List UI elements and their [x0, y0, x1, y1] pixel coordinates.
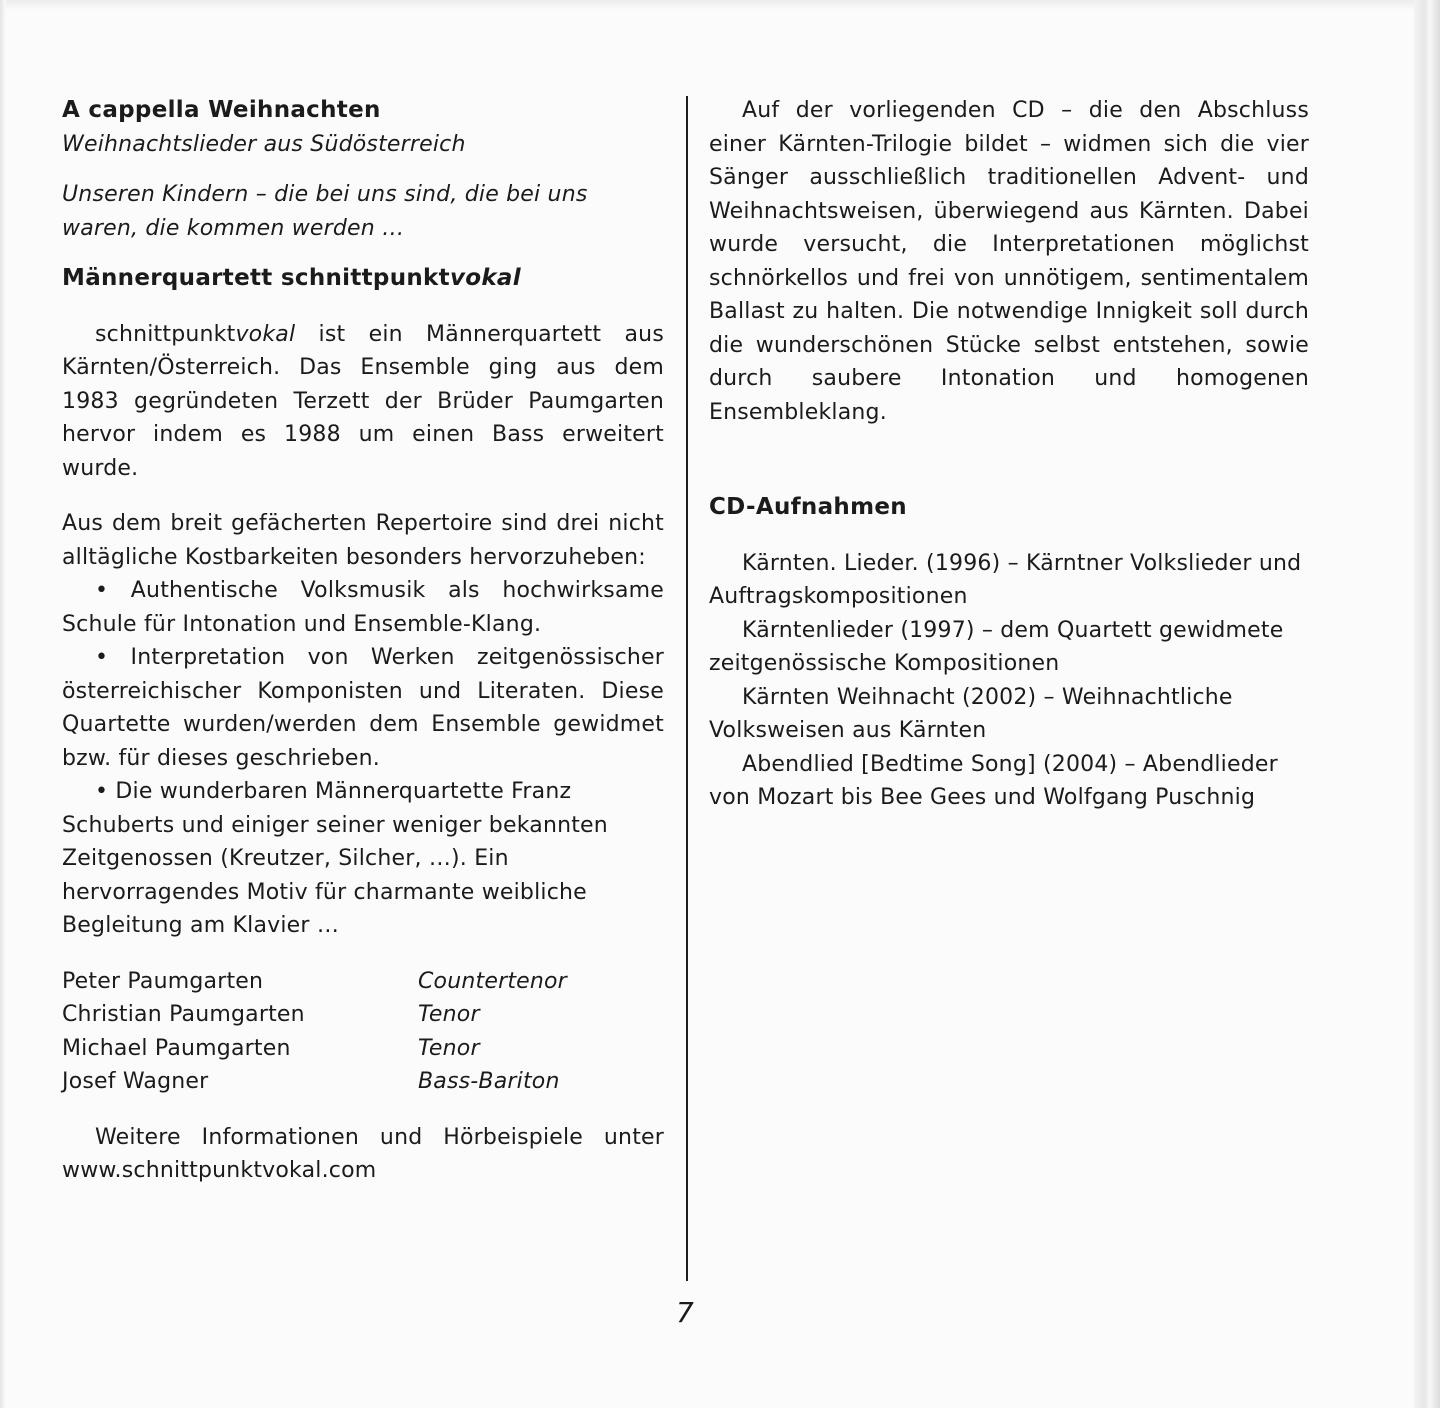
members-list — [62, 965, 664, 1099]
member-row — [62, 1065, 664, 1099]
ensemble-heading-italic: vokal — [449, 265, 521, 291]
intro-rest: ist ein Männerquartett aus Kärnten/Österreich. Das Ensemble ging aus dem 1983 gegründeten Terzett der Brüder Paumgarten hervor indem es 1988 um einen Bass erweitert wurde. — [62, 321, 664, 481]
booklet-subtitle: Weihnachtslieder aus Südösterreich — [62, 131, 466, 157]
intro-italic: vokal — [235, 321, 296, 347]
bullet-item: • Interpretation von Werken zeitgenössischer österreichischer Komponisten und Literaten. Diese Quartette wurden/werden dem Ensemble gewidmet bzw. für dieses geschrieben. — [62, 645, 664, 771]
member-voice: Bass-Bariton — [418, 1069, 560, 1094]
member-row — [62, 1032, 664, 1066]
bullet-item: • Die wunderbaren Männerquartette Franz Schuberts und einiger seiner weniger bekannten Zeitgenossen (Kreutzer, Silcher, …). Ein hervorragendes Motiv für charmante weibliche Begleitung am Klavier … — [62, 779, 608, 938]
page-number: 7 — [676, 1296, 694, 1329]
ensemble-intro — [62, 318, 664, 486]
cd-heading: CD-Aufnahmen — [709, 494, 907, 520]
recording-item: Kärnten. Lieder. (1996) – Kärntner Volkslieder und Auftragskompositionen — [709, 550, 1302, 609]
scan-edge-top — [0, 0, 1440, 10]
bullet-item: • Authentische Volksmusik als hochwirksame Schule für Intonation und Ensemble-Klang. — [62, 578, 664, 637]
member-name: Christian Paumgarten — [62, 1002, 305, 1027]
member-voice: Countertenor — [418, 968, 567, 994]
member-name: Peter Paumgarten — [62, 968, 264, 994]
member-row — [62, 965, 664, 999]
repertoire-intro: Aus dem breit gefächerten Repertoire sind drei nicht alltägliche Kostbarkeiten besonders hervorzuheben: — [62, 511, 664, 570]
recording-item: Kärnten Weihnacht (2002) – Weihnachtliche Volksweisen aus Kärnten — [709, 684, 1233, 743]
member-row — [62, 998, 664, 1032]
recording-item: Kärntenlieder (1997) – dem Quartett gewidmete zeitgenössische Kompositionen — [709, 617, 1284, 676]
cd-intro: Auf der vorliegenden CD – die den Abschluss einer Kärnten-Trilogie bildet – widmen sich die vier Sänger ausschließlich traditionellen Advent- und Weihnachtsweisen, überwiegend aus Kärnten. Dabei wurde versucht, die Interpretationen möglichst schnörkellos und frei von unnötigem, sentimentalem Ballast zu halten. Die notwendige Innigkeit soll durch die wunderschönen Stücke selbst entstehen, sowie durch saubere Intonation und homogenen Ensembleklang. — [709, 98, 1309, 425]
more-info: Weitere Informationen und Hörbeispiele unter www.schnittpunktvokal.com — [62, 1124, 664, 1183]
ensemble-heading-text: Männerquartett schnittpunkt — [62, 265, 450, 291]
ensemble-heading — [62, 262, 664, 296]
scan-edge-left — [0, 0, 6, 1408]
member-voice: Tenor — [418, 1035, 480, 1061]
recording-item: Abendlied [Bedtime Song] (2004) – Abendlieder von Mozart bis Bee Gees und Wolfgang Puschnig — [709, 751, 1278, 810]
scan-edge-right — [1414, 0, 1440, 1408]
member-voice: Tenor — [418, 1002, 480, 1027]
right-column — [709, 94, 1309, 815]
member-name: Michael Paumgarten — [62, 1035, 291, 1061]
booklet-title: A cappella Weihnachten — [62, 97, 381, 123]
member-name: Josef Wagner — [62, 1069, 209, 1094]
left-column — [62, 94, 664, 1188]
column-divider — [686, 96, 688, 1281]
dedication: Unseren Kindern – die bei uns sind, die bei uns waren, die kommen werden … — [62, 182, 588, 241]
intro-prefix: schnittpunkt — [95, 321, 236, 347]
